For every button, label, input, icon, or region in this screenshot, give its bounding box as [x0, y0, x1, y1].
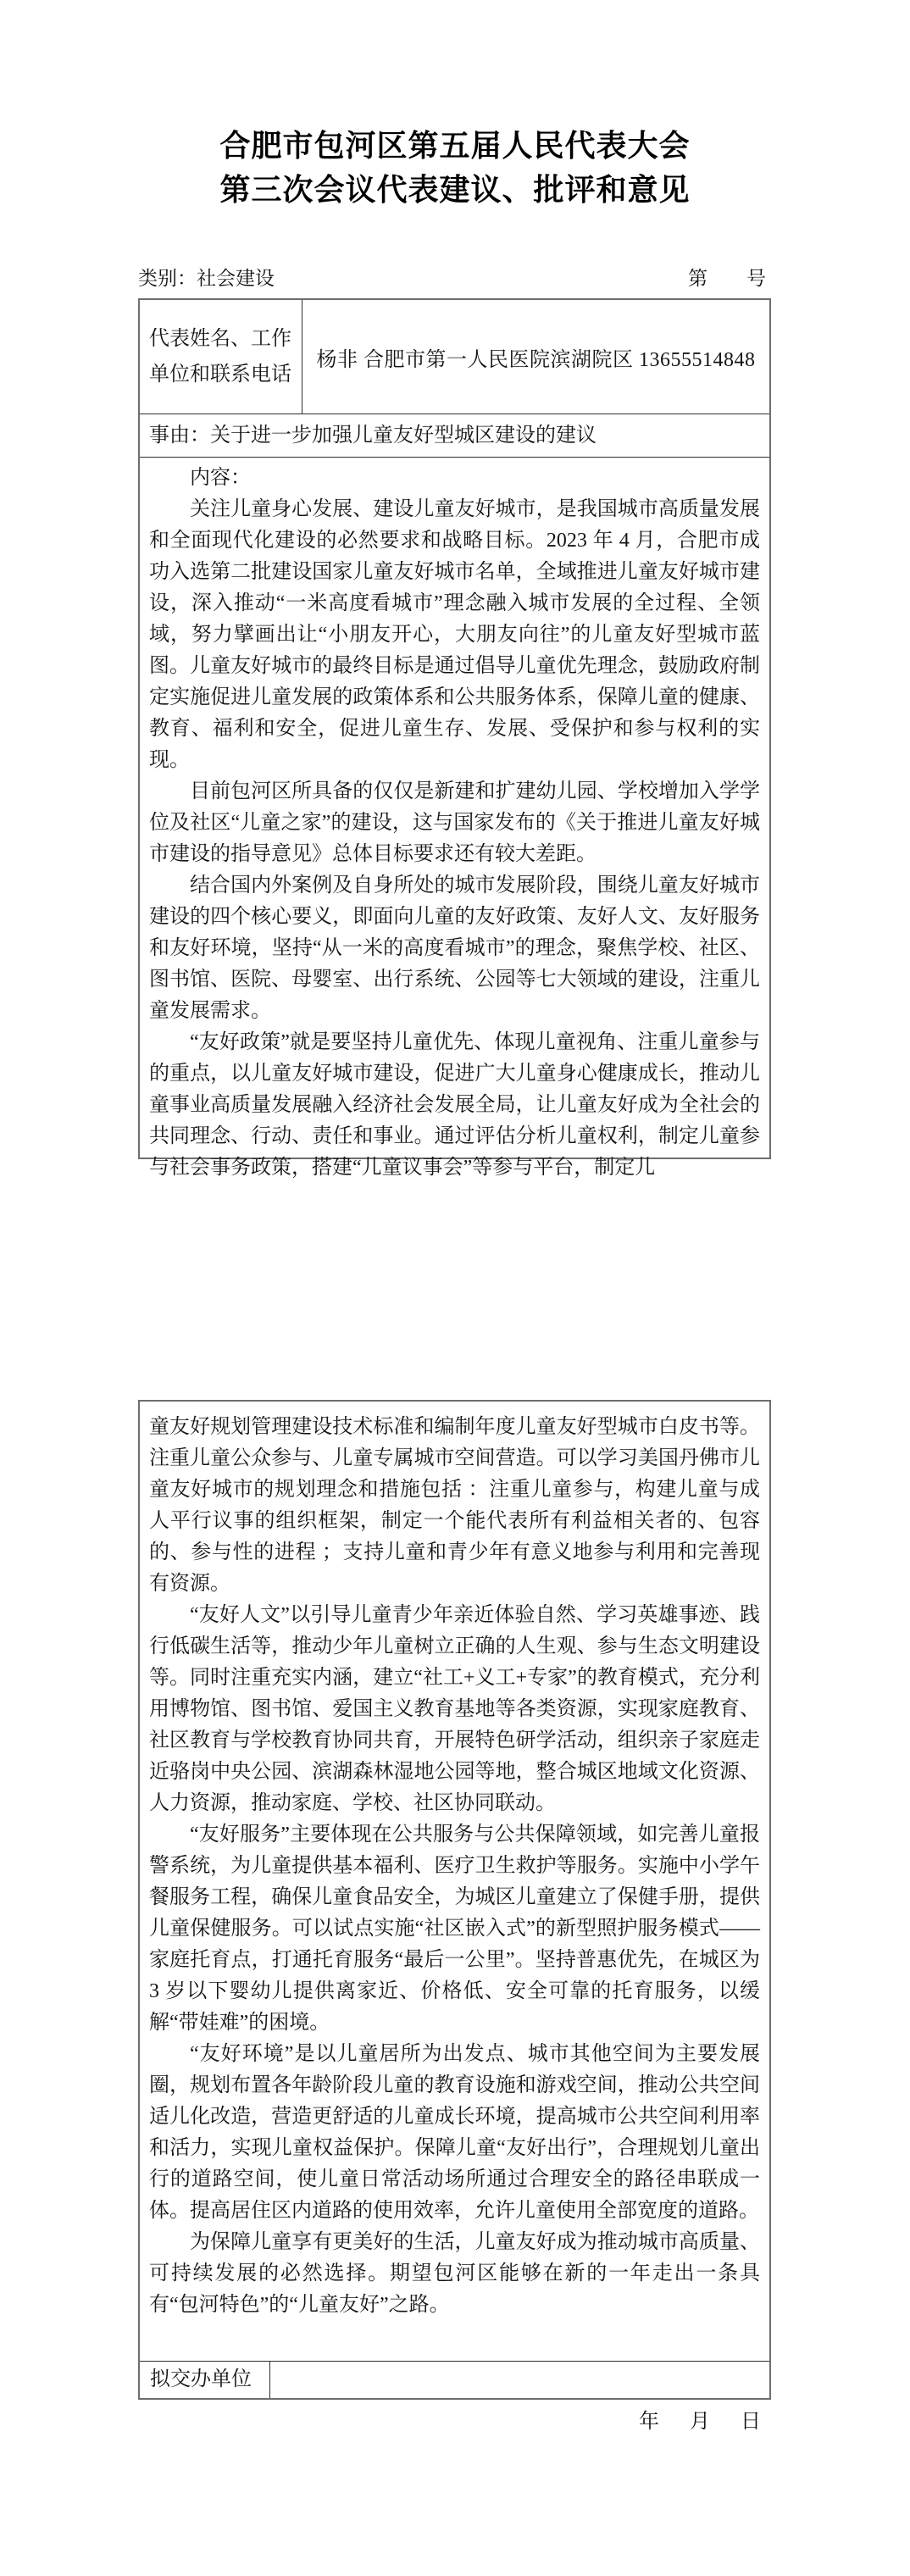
subject-label: 事由：	[149, 425, 210, 447]
content-paragraph: “友好政策”就是要坚持儿童优先、体现儿童视角、注重儿童参与的重点，以儿童友好城市建设，促进广大儿童身心健康成长，推动儿童事业高质量发展融入经济社会发展全局，让儿童友好成为全社会的共同理念、行动、责任和事业。通过评估分析儿童权利，制定儿童参与社会事务政策，搭建“儿童议事会”等参与平台，制定儿	[149, 1031, 760, 1179]
document-title	[0, 124, 910, 212]
representative-row	[140, 300, 769, 414]
content-paragraph: “友好服务”主要体现在公共服务与公共保障领域，如完善儿童报警系统，为儿童提供基本福利、医疗卫生救护等服务。实施中小学午餐服务工程，确保儿童食品安全，为城区儿童建立了保健手册，提供儿童保健服务。可以试点实施“社区嵌入式”的新型照护服务模式——家庭托育点，打通托育服务“最后一公里”。坚持普惠优先，在城区为 3 岁以下婴幼儿提供离家近、价格低、安全可靠的托育服务，以缓解“带娃难”的困境。	[149, 1824, 760, 2034]
category-field	[138, 265, 275, 292]
content-label: 内容：	[190, 467, 251, 489]
assign-unit-row	[140, 2362, 769, 2398]
content-paragraph: 童友好规划管理建设技术标准和编制年度儿童友好型城市白皮书等。注重儿童公众参与、儿童专属城市空间营造。可以学习美国丹佛市儿童友好城市的规划理念和措施包括 ：注重儿童参与，构建儿童与成人平行议事的组织框架，制定一个能代表所有利益相关者的、包容的、参与性的进程 ；支持儿童和青少年有意义地参与利用和完善现有资源。	[149, 1416, 760, 1595]
content-paragraph: “友好环境”是以儿童居所为出发点、城市其他空间为主要发展圈，规划布置各年龄阶段儿童的教育设施和游戏空间，推动公共空间适儿化改造，营造更舒适的儿童成长环境，提高城市公共空间利用率和活力，实现儿童权益保护。保障儿童“友好出行”，合理规划儿童出行的道路空间，使儿童日常活动场所通过合理安全的路径串联成一体。提高居住区内道路的使用效率，允许儿童使用全部宽度的道路。	[149, 2043, 760, 2222]
content-paragraph: 目前包河区所具备的仅仅是新建和扩建幼儿园、学校增加入学学位及社区“儿童之家”的建设，这与国家发布的《关于推进儿童友好城市建设的指导意见》总体目标要求还有较大差距。	[149, 780, 760, 865]
assign-unit-label: 拟交办单位	[140, 2362, 270, 2398]
form-table-page2	[138, 1400, 771, 2400]
content-paragraph: 关注儿童身心发展、建设儿童友好城市，是我国城市高质量发展和全面现代化建设的必然要求和战略目标。2023 年 4 月，合肥市成功入选第二批建设国家儿童友好城市名单，全域推进儿童友好城市建设，深入推动“一米高度看城市”理念融入城市发展的全过程、全领域，努力擘画出让“小朋友开心，大朋友向往”的儿童友好型城市蓝图。儿童友好城市的最终目标是通过倡导儿童优先理念，鼓励政府制定实施促进儿童发展的政策体系和公共服务体系，保障儿童的健康、教育、福利和安全，促进儿童生存、发展、受保护和参与权利的实现。	[149, 498, 760, 771]
assign-unit-value	[270, 2362, 769, 2398]
number-prefix: 第	[688, 268, 707, 289]
number-suffix: 号	[746, 268, 766, 289]
representative-label: 代表姓名、工作单位和联系电话	[140, 300, 302, 414]
category-value: 社会建设	[197, 268, 275, 289]
subject-row	[140, 414, 769, 458]
representative-value: 杨非 合肥市第一人民医院滨湖院区 13655514848	[316, 348, 756, 371]
category-label: 类别：	[138, 268, 197, 289]
content-paragraph: 为保障儿童享有更美好的生活，儿童友好成为推动城市高质量、可持续发展的必然选择。期望包河区能够在新的一年走出一条具有“包河特色”的“儿童友好”之路。	[149, 2231, 760, 2316]
content-cell-page1	[140, 458, 769, 1200]
subject-value: 关于进一步加强儿童友好型城区建设的建议	[210, 425, 596, 447]
content-paragraph: “友好人文”以引导儿童青少年亲近体验自然、学习英雄事迹、践行低碳生活等，推动少年儿童树立正确的人生观、参与生态文明建设等。同时注重充实内涵，建立“社工+义工+专家”的教育模式，充分利用博物馆、图书馆、爱国主义教育基地等各类资源，实现家庭教育、社区教育与学校教育协同共育，开展特色研学活动，组织亲子家庭走近骆岗中央公园、滨湖森林湿地公园等地，整合城区地域文化资源、人力资源，推动家庭、学校、社区协同联动。	[149, 1604, 760, 1814]
document-number-field	[688, 265, 771, 292]
content-paragraph: 结合国内外案例及自身所处的城市发展阶段，围绕儿童友好城市建设的四个核心要义，即面向儿童的友好政策、友好人文、友好服务和友好环境，坚持“从一米的高度看城市”的理念，聚焦学校、社区、图书馆、医院、母婴室、出行系统、公园等七大领域的建设，注重儿童发展需求。	[149, 874, 760, 1022]
document-title-line1: 合肥市包河区第五届人民代表大会	[219, 129, 691, 163]
meta-line	[138, 265, 771, 292]
date-line: 年 月 日	[639, 2411, 766, 2433]
content-cell-page2	[140, 1402, 769, 2362]
document-title-line2: 第三次会议代表建议、批评和意见	[219, 173, 691, 207]
form-table-page1	[138, 298, 771, 1179]
